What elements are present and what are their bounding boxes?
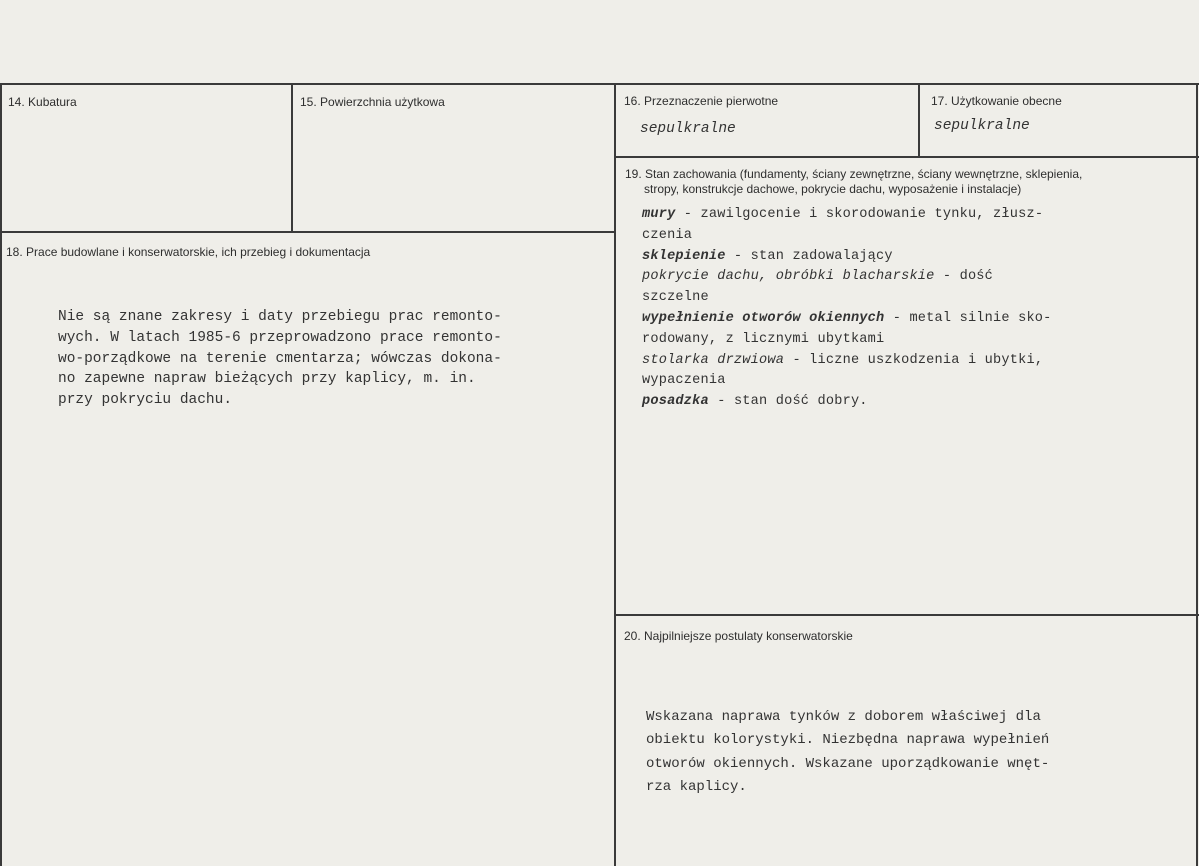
condition-line <box>642 288 1052 309</box>
postulate-line: obiektu kolorystyki. Niezbędna naprawa wypełnień <box>646 732 1050 749</box>
postulate-line: rza kaplicy. <box>646 779 747 796</box>
condition-term: mury <box>642 207 676 222</box>
postulate-line: Wskazana naprawa tynków z doborem właściwej dla <box>646 709 1041 725</box>
condition-term: pokrycie dachu, obróbki blacharskie <box>642 269 935 285</box>
field-18-text <box>58 307 502 411</box>
condition-desc: - metal silnie sko- <box>884 310 1052 326</box>
field-20-text <box>646 706 1049 800</box>
postulate-line: otworów okiennych. Wskazane uporządkowanie wnęt- <box>646 755 1050 772</box>
field-17-label: 17. Użytkowanie obecne <box>931 94 1062 108</box>
left-border <box>0 83 2 866</box>
condition-line <box>642 351 1052 372</box>
field-19-label-line1: 19. Stan zachowania (fundamenty, ściany zewnętrzne, ściany wewnętrzne, sklepienia, <box>625 167 1083 181</box>
field-16-label: 16. Przeznaczenie pierwotne <box>624 94 779 108</box>
condition-desc: czenia <box>642 227 693 243</box>
condition-term: stolarka drzwiowa <box>642 352 785 368</box>
condition-desc: szczelne <box>642 290 709 306</box>
divider-14-15 <box>291 83 293 231</box>
condition-desc: - stan dość dobry. <box>708 394 868 410</box>
rule-above-18 <box>0 231 616 233</box>
condition-line <box>642 267 1052 288</box>
condition-desc: - stan zadowalający <box>725 248 893 264</box>
condition-desc: wypaczenia <box>642 373 726 389</box>
field-18-line: wo-porządkowe na terenie cmentarza; wówczas dokona- <box>58 350 502 367</box>
condition-line <box>642 309 1052 330</box>
field-18-line: no zapewne napraw bieżących przy kaplicy, m. in. <box>58 371 476 388</box>
condition-line <box>642 330 1052 351</box>
condition-term: wypełnienie otworów okiennych <box>642 310 885 326</box>
field-19-label-line2: stropy, konstrukcje dachowe, pokrycie dachu, wyposażenie i instalacje) <box>644 182 1022 196</box>
condition-line <box>642 226 1052 247</box>
field-14-label: 14. Kubatura <box>8 95 77 109</box>
field-15-label: 15. Powierzchnia użytkowa <box>300 95 445 109</box>
right-border <box>1196 83 1198 866</box>
field-18-line: przy pokryciu dachu. <box>58 392 233 409</box>
condition-desc: rodowany, z licznymi ubytkami <box>642 331 885 347</box>
condition-line <box>642 247 1052 268</box>
condition-line <box>642 392 1052 413</box>
condition-term: posadzka <box>642 394 709 410</box>
rule-above-19 <box>614 156 1199 158</box>
divider-16-17 <box>918 83 920 156</box>
condition-desc: - liczne uszkodzenia i ubytki, <box>784 352 1044 368</box>
field-18-line: wych. W latach 1985-6 przeprowadzono prace remonto- <box>58 329 502 346</box>
center-divider <box>614 83 616 866</box>
field-16-value: sepulkralne <box>640 121 736 137</box>
condition-line <box>642 205 1052 226</box>
field-18-label: 18. Prace budowlane i konserwatorskie, ich przebieg i dokumentacja <box>6 245 371 259</box>
condition-line <box>642 371 1052 392</box>
field-18-line: Nie są znane zakresy i daty przebiegu prac remonto- <box>58 309 502 325</box>
condition-term: sklepienie <box>642 248 726 264</box>
condition-desc: - zawilgocenie i skorodowanie tynku, złusz- <box>675 207 1044 222</box>
field-19-text <box>642 205 1052 413</box>
top-rule <box>0 83 1199 85</box>
field-20-label: 20. Najpilniejsze postulaty konserwatorskie <box>624 629 853 643</box>
rule-above-20 <box>614 614 1199 616</box>
field-17-value: sepulkralne <box>934 118 1030 134</box>
condition-desc: - dość <box>934 269 994 285</box>
